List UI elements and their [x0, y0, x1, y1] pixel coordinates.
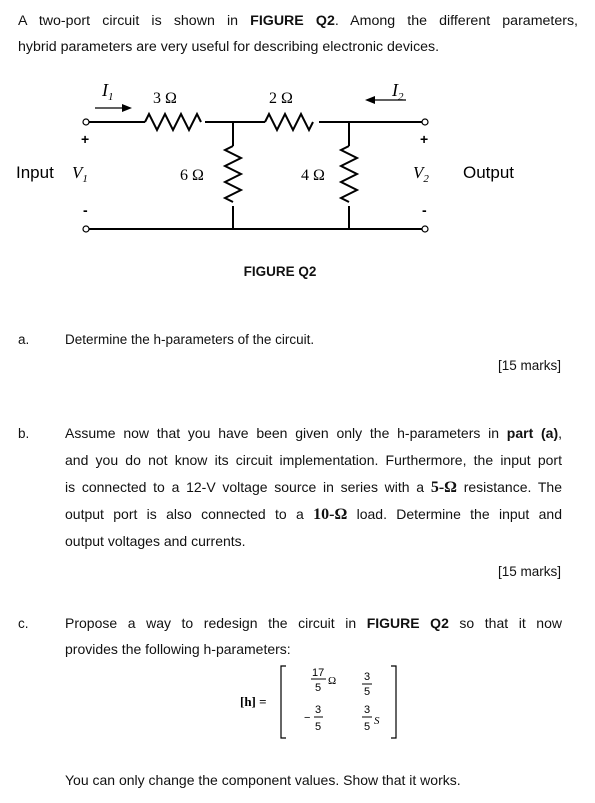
intro-line-2: hybrid parameters are very useful for describing electronic devices. [18, 39, 440, 55]
input-plus: + [81, 131, 90, 147]
h12-denominator: 5 [364, 686, 371, 698]
h22-numerator: 3 [364, 704, 371, 716]
matrix-left-bracket [281, 666, 286, 738]
output-terminal-top [422, 119, 428, 125]
input-terminal-top [83, 119, 89, 125]
i2-arrow-head [365, 96, 375, 104]
figure-caption: FIGURE Q2 [243, 264, 317, 279]
i1-arrow-head [122, 104, 132, 112]
part-b-line-3: is connected to a 12-V voltage source in series with a 5-Ω resistance. The [65, 479, 562, 496]
input-label: Input [16, 163, 54, 182]
h21-numerator: 3 [315, 704, 322, 716]
part-b-line-2: and you do not know its circuit implementation. Furthermore, the input port [65, 452, 562, 468]
part-b-line-5: output voltages and currents. [65, 533, 246, 549]
part-c-line-2: provides the following h-parameters: [65, 641, 291, 657]
h11-unit: Ω [328, 675, 337, 687]
part-b-line-4: output port is also connected to a 10-Ω load. Determine the input and [65, 506, 562, 523]
output-label: Output [463, 163, 515, 182]
resistor-3ohm [145, 114, 201, 130]
output-minus: - [422, 202, 427, 218]
part-b-text [65, 420, 562, 555]
part-b-line-1: Assume now that you have been given only the h-parameters in part (a), [65, 425, 563, 441]
i1-label: $I_1$ [102, 80, 114, 103]
input-minus: - [83, 202, 88, 218]
h12-numerator: 3 [364, 671, 371, 683]
part-a-text: Determine the h-parameters of the circuit. [65, 332, 315, 347]
part-b-marks: [15 marks] [497, 564, 561, 579]
output-terminal-bottom [422, 226, 428, 232]
part-c-text [65, 610, 562, 662]
matrix-right-bracket [391, 666, 396, 738]
i2-label: $I_2$ [392, 80, 404, 103]
v1-label: $V_1$ [72, 163, 88, 185]
h22-denominator: 5 [364, 721, 371, 733]
part-a-marks: [15 marks] [497, 358, 561, 373]
r3-label: 2 Ω [269, 90, 293, 107]
part-c-letter: c. [18, 616, 29, 631]
r2-label: 6 Ω [180, 167, 204, 184]
h22-unit: S [374, 715, 380, 727]
h21-denominator: 5 [315, 721, 322, 733]
resistor-6ohm [225, 146, 241, 202]
h11-numerator: 17 [312, 667, 325, 679]
h21-sign: − [304, 712, 311, 724]
part-b-letter: b. [18, 426, 30, 441]
h-matrix [220, 660, 420, 745]
input-terminal-bottom [83, 226, 89, 232]
part-c-line-1: Propose a way to redesign the circuit in FIGURE Q2 so that it now [65, 615, 562, 631]
part-c-footer: You can only change the component values. Show that it works. [65, 772, 461, 788]
circuit-diagram [0, 75, 595, 245]
h11-denominator: 5 [315, 682, 322, 694]
r1-label: 3 Ω [153, 90, 177, 107]
matrix-label: [h] = [240, 694, 267, 709]
intro-paragraph [18, 8, 578, 60]
r4-label: 4 Ω [301, 167, 325, 184]
v2-label: $V_2$ [413, 163, 429, 185]
part-a-letter: a. [18, 332, 30, 347]
resistor-2ohm [265, 114, 313, 130]
intro-line-1: A two-port circuit is shown in FIGURE Q2. Among the different parameters, [18, 13, 578, 29]
output-plus: + [420, 131, 429, 147]
resistor-4ohm [341, 146, 357, 202]
